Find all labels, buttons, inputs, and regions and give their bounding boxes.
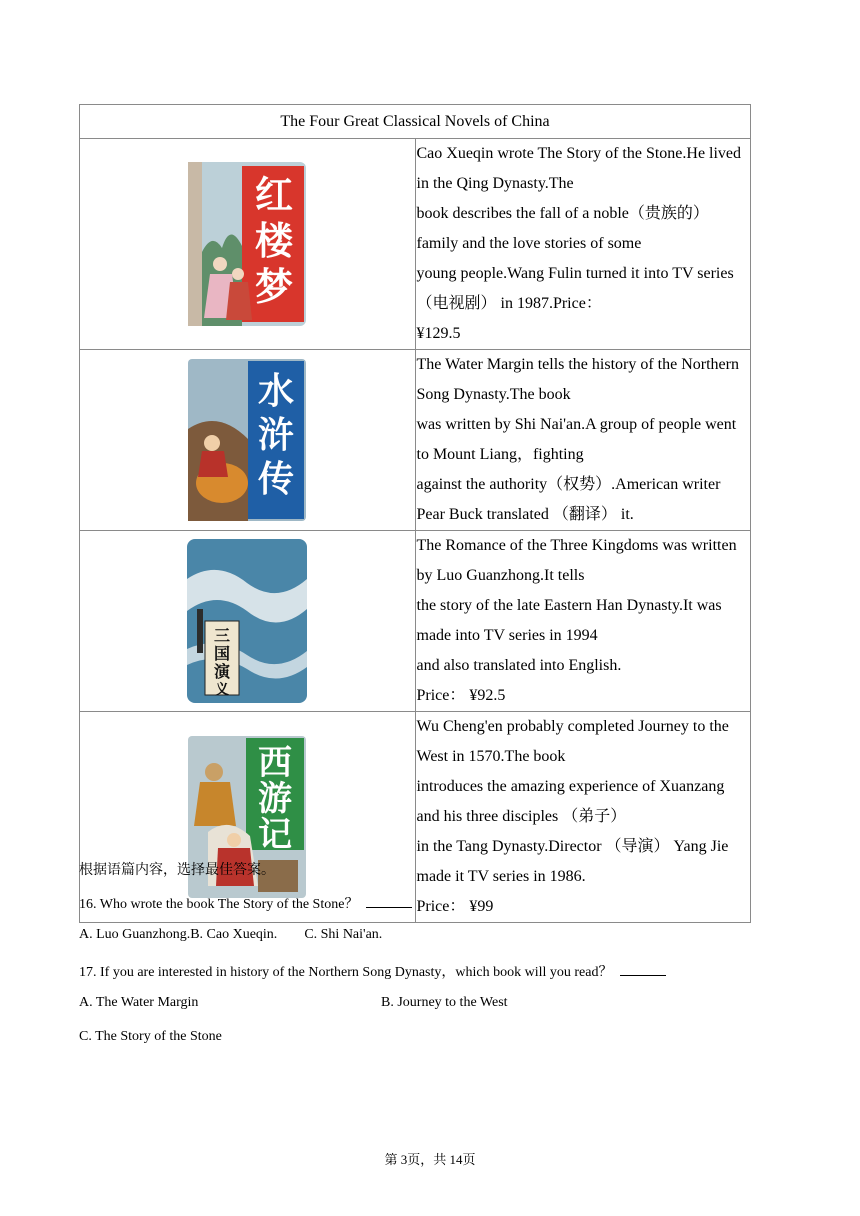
svg-text:红: 红	[255, 173, 294, 217]
svg-text:国: 国	[214, 644, 231, 663]
svg-text:演: 演	[214, 662, 231, 681]
svg-text:西: 西	[258, 743, 293, 783]
shuihuzhuan-cover-image	[188, 359, 306, 521]
desc-line: was written by Shi Nai'an.A group of people went to Mount Liang，fighting	[416, 416, 737, 463]
book-cover-shuihuzhuan	[80, 350, 416, 531]
table-title: The Four Great Classical Novels of China	[80, 105, 751, 139]
novels-table	[79, 104, 751, 923]
desc-line: introduces the amazing experience of Xuanzang and his three disciples （弟子）	[416, 778, 725, 825]
book-desc-xiyouji	[415, 712, 751, 923]
svg-text:楼: 楼	[255, 219, 294, 263]
desc-line: in the Tang Dynasty.Director （导演） Yang Jie made it TV series in 1986.	[416, 838, 729, 885]
question-16-text: 16. Who wrote the book The Story of the Stone？	[79, 897, 359, 912]
desc-line: book describes the fall of a noble（贵族的）family and the love stories of some	[416, 205, 709, 252]
q17-option-c: C. The Story of the Stone	[79, 1029, 222, 1044]
book-desc-hongloumeng	[415, 139, 751, 350]
sanguoyanyi-cover-image	[187, 539, 307, 703]
svg-text:三: 三	[214, 626, 231, 645]
answer-blank-17	[620, 975, 666, 976]
desc-line: Cao Xueqin wrote The Story of the Stone.He lived in the Qing Dynasty.The	[416, 145, 742, 192]
book-desc-sanguoyanyi	[415, 531, 751, 712]
book-cover-hongloumeng	[80, 139, 416, 350]
svg-text:梦: 梦	[255, 265, 294, 309]
page-footer: 第 3页，共 14页	[384, 1152, 476, 1167]
svg-text:浒: 浒	[258, 415, 295, 456]
q17-option-a: A. The Water Margin	[79, 995, 199, 1010]
q17-option-b: B. Journey to the West	[381, 995, 508, 1010]
question-17-text: 17. If you are interested in history of the Northern Song Dynasty，which book will you read？	[79, 965, 613, 980]
svg-text:义: 义	[215, 682, 230, 698]
desc-line: and also translated into English.	[416, 657, 622, 674]
desc-line: young people.Wang Fulin turned it into TV series （电视剧） in 1987.Price：	[416, 265, 734, 312]
desc-line: the story of the late Eastern Han Dynasty.It was made into TV series in 1994	[416, 597, 722, 644]
hongloumeng-cover-image	[188, 162, 306, 326]
book-desc-shuihuzhuan	[415, 350, 751, 531]
question-16	[79, 893, 412, 913]
answer-blank-16	[366, 907, 412, 908]
desc-line: ¥129.5	[416, 325, 461, 342]
svg-text:传: 传	[258, 459, 295, 500]
desc-line: The Water Margin tells the history of the Northern Song Dynasty.The book	[416, 356, 739, 403]
desc-line: Price： ¥99	[416, 898, 494, 915]
q16-option-c: C. Shi Nai'an.	[304, 927, 383, 942]
svg-text:水: 水	[258, 371, 295, 412]
book-cover-xiyouji	[80, 712, 416, 923]
q16-option-a: A. Luo Guanzhong.	[79, 927, 191, 942]
question-16-options	[79, 927, 382, 943]
desc-line: Price： ¥92.5	[416, 687, 506, 704]
svg-text:游: 游	[258, 779, 293, 819]
book-cover-sanguoyanyi	[80, 531, 416, 712]
desc-line: The Romance of the Three Kingdoms was written by Luo Guanzhong.It tells	[416, 537, 737, 584]
svg-text:记: 记	[258, 815, 293, 855]
question-17	[79, 961, 666, 981]
q16-option-b: B. Cao Xueqin.	[190, 927, 278, 942]
instruction-text: 根据语篇内容，选择最佳答案。	[79, 863, 275, 878]
desc-line: Wu Cheng'en probably completed Journey to the West in 1570.The book	[416, 718, 729, 765]
desc-line: against the authority（权势）.American writer Pear Buck translated （翻译） it.	[416, 476, 721, 523]
